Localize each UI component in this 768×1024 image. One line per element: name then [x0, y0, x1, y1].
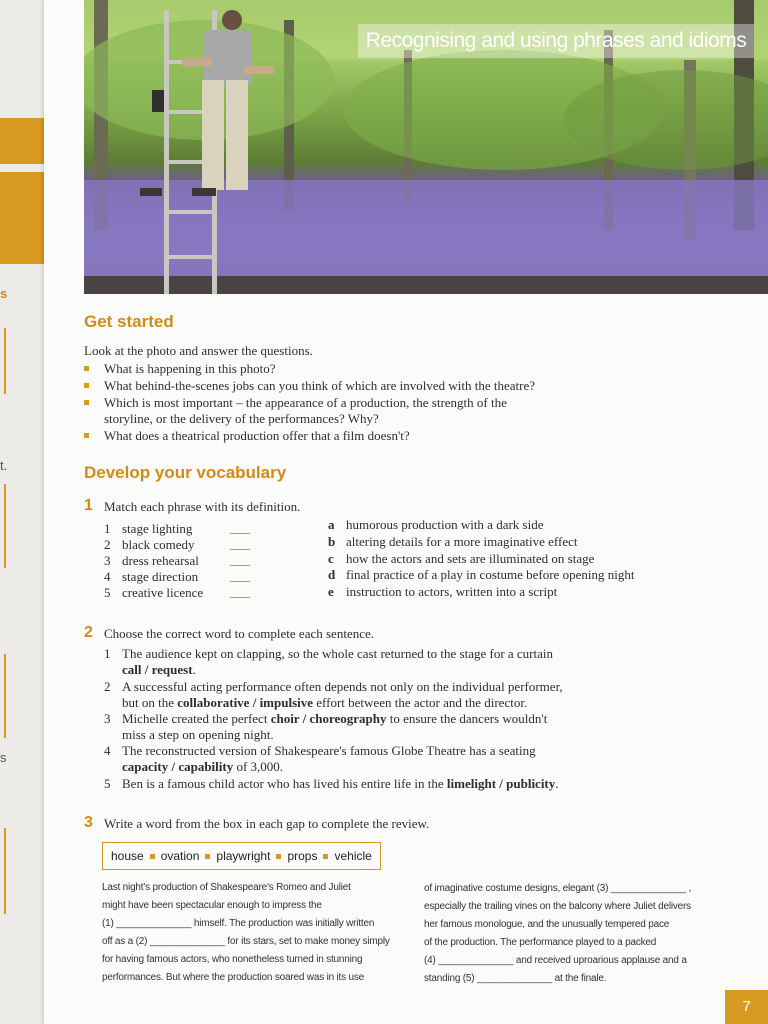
review-left-line: off as a (2) ______________ for its stars, set to make money simply: [102, 936, 390, 947]
sentence-4-line-1: The reconstructed version of Shakespeare's famous Globe Theatre has a seating: [122, 743, 536, 758]
exercise-3-number: 3: [84, 814, 93, 831]
sentence-2-line-1: A successful acting performance often depends not only on the individual performer,: [122, 679, 563, 694]
sentence-1-line-1: The audience kept on clapping, so the whole cast returned to the stage for a curtain: [122, 646, 554, 661]
word-choice[interactable]: choir / choreography: [270, 711, 387, 726]
phrase: black comedy: [122, 537, 195, 552]
review-right-line: especially the trailing vines on the balcony where Juliet delivers: [424, 901, 691, 912]
question-3-line-1: Which is most important – the appearance of a production, the strength of the: [104, 395, 507, 410]
separator-square-icon: [150, 854, 155, 859]
word-box: [102, 842, 381, 870]
textbook-page: [44, 0, 768, 1024]
adjacent-page-strip: [0, 0, 44, 1024]
separator-square-icon: [205, 854, 210, 859]
bluebell-forest-photo: [84, 0, 768, 294]
sentence-number: 4: [104, 743, 111, 758]
page-fragment: s: [0, 286, 8, 301]
accent-line: [4, 484, 6, 568]
word-choice[interactable]: collaborative / impulsive: [177, 695, 314, 710]
sentence-2-line-2: but on the collaborative / impulsive effort between the actor and the director.: [122, 695, 528, 710]
phrase-number: 5: [104, 585, 111, 600]
page-number: 7: [725, 990, 768, 1024]
question-1: What is happening in this photo?: [104, 361, 276, 376]
answer-blank[interactable]: [230, 549, 250, 550]
sentence-number: 1: [104, 646, 111, 661]
sentence-5: Ben is a famous child actor who has lived his entire life in the limelight / publicity.: [122, 776, 559, 791]
answer-blank[interactable]: [230, 565, 250, 566]
definition: altering details for a more imaginative effect: [346, 534, 578, 549]
sentence-4-line-2: capacity / capability of 3,000.: [122, 759, 284, 774]
review-left-line: Last night's production of Shakespeare's Romeo and Juliet: [102, 882, 351, 893]
word-choice[interactable]: limelight / publicity: [446, 776, 556, 791]
definition: humorous production with a dark side: [346, 517, 544, 532]
answer-blank[interactable]: [230, 597, 250, 598]
sentence-number: 5: [104, 776, 111, 791]
accent-bar: [0, 172, 44, 264]
word-choice[interactable]: capacity / capability: [122, 759, 234, 774]
review-right-line: of imaginative costume designs, elegant (3) ______________ ,: [424, 883, 692, 894]
get-started-intro: Look at the photo and answer the questions.: [84, 343, 313, 358]
phrase: creative licence: [122, 585, 204, 600]
phrase-number: 3: [104, 553, 111, 568]
separator-square-icon: [323, 854, 328, 859]
phrase-number: 2: [104, 537, 111, 552]
review-right-line: of the production. The performance played to a packed: [424, 937, 657, 948]
review-right-line: (4) ______________ and received uproarious applause and a: [424, 955, 687, 966]
question-4: What does a theatrical production offer that a film doesn't?: [104, 428, 410, 443]
separator-square-icon: [276, 854, 281, 859]
bullet-icon: [84, 400, 89, 405]
unit-title-banner: Recognising and using phrases and idioms: [358, 24, 754, 58]
review-left-line: (1) ______________ himself. The production was initially written: [102, 918, 375, 929]
word-option: house: [111, 849, 144, 863]
word-option: props: [287, 849, 318, 863]
phrase-number: 4: [104, 569, 111, 584]
definition-letter: d: [328, 567, 336, 582]
accent-line: [4, 328, 6, 394]
exercise-1-instruction: Match each phrase with its definition.: [104, 499, 301, 514]
exercise-2-instruction: Choose the correct word to complete each sentence.: [104, 626, 374, 641]
exercise-2-number: 2: [84, 624, 93, 641]
definition: final practice of a play in costume before opening night: [346, 567, 635, 582]
bullet-icon: [84, 366, 89, 371]
accent-line: [4, 828, 6, 914]
get-started-heading: Get started: [84, 312, 174, 331]
page-fragment: s: [0, 750, 7, 765]
word-option: playwright: [216, 849, 271, 863]
definition: instruction to actors, written into a script: [346, 584, 558, 599]
exercise-1-number: 1: [84, 497, 93, 514]
page-fragment: t.: [0, 458, 8, 473]
develop-vocabulary-heading: Develop your vocabulary: [84, 463, 287, 482]
phrase: dress rehearsal: [122, 553, 199, 568]
word-choice[interactable]: call / request: [122, 662, 193, 677]
review-left-line: might have been spectacular enough to impress the: [102, 900, 322, 911]
word-option: vehicle: [334, 849, 372, 863]
definition-letter: c: [328, 551, 334, 566]
phrase: stage direction: [122, 569, 199, 584]
answer-blank[interactable]: [230, 581, 250, 582]
review-left-line: performances. But where the production soared was in its use: [102, 972, 365, 983]
definition-letter: a: [328, 517, 335, 532]
accent-bar: [0, 118, 44, 164]
sentence-3-line-2: miss a step on opening night.: [122, 727, 274, 742]
sentence-number: 3: [104, 711, 111, 726]
question-3-line-2: storyline, or the delivery of the performances? Why?: [104, 411, 379, 426]
definition: how the actors and sets are illuminated on stage: [346, 551, 595, 566]
bullet-icon: [84, 433, 89, 438]
review-left-line: for having famous actors, who nonetheless turned in stunning: [102, 954, 363, 965]
word-option: ovation: [160, 849, 200, 863]
definition-letter: b: [328, 534, 336, 549]
sentence-3-line-1: Michelle created the perfect choir / choreography to ensure the dancers wouldn't: [122, 711, 548, 726]
definition-letter: e: [328, 584, 334, 599]
accent-line: [4, 654, 6, 738]
review-right-line: standing (5) ______________ at the finale.: [424, 973, 607, 984]
question-2: What behind-the-scenes jobs can you think of which are involved with the theatre?: [104, 378, 536, 393]
review-right-line: her famous monologue, and the unusually tempered pace: [424, 919, 670, 930]
sentence-1-line-2: call / request.: [122, 662, 196, 677]
answer-blank[interactable]: [230, 533, 250, 534]
exercise-3-instruction: Write a word from the box in each gap to complete the review.: [104, 816, 430, 831]
phrase-number: 1: [104, 521, 111, 536]
phrase: stage lighting: [122, 521, 193, 536]
bullet-icon: [84, 383, 89, 388]
sentence-number: 2: [104, 679, 111, 694]
